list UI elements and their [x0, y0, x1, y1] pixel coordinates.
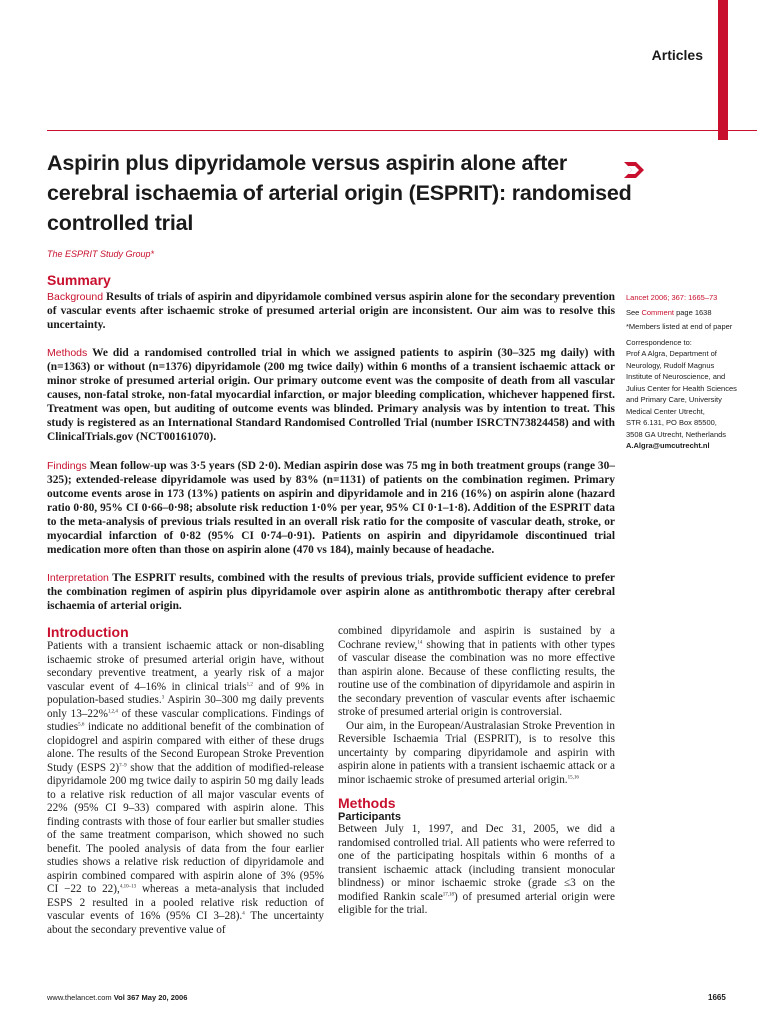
address-line: Neurology, Rudolf Magnus [626, 360, 715, 370]
comment-link[interactable]: Comment [641, 307, 674, 317]
volume: Vol 367 [113, 993, 140, 1002]
methods-label: Methods [47, 347, 88, 359]
article-title: Aspirin plus dipyridamole versus aspirin alone after cerebral ischaemia of arterial origin (ESPRIT): randomised controlled trial [47, 151, 632, 235]
introduction-heading: Introduction [47, 624, 129, 640]
background-text: Results of trials of aspirin and dipyridamole combined versus aspirin alone for the secondary prevention of vascular events after ischaemic stroke of presumed arterial origin are inconsistent. Our aim was to resolve this uncertainty. [47, 291, 615, 331]
address-line: 3508 GA Utrecht, Netherlands [626, 429, 727, 439]
members-note: *Members listed at end of paper [626, 322, 733, 331]
email-link[interactable]: A.Algra@umcutrecht.nl [626, 441, 710, 450]
citation: Lancet 2006; 367: 1665–73 [626, 293, 718, 302]
margin-notes [626, 292, 761, 452]
participants-subheading: Participants [338, 811, 401, 823]
abstract-findings [47, 459, 615, 557]
summary-heading: Summary [47, 272, 111, 288]
journal-website[interactable]: www.thelancet.com [47, 993, 112, 1002]
address-line: Julius Center for Health Sciences [626, 383, 737, 393]
interpretation-label: Interpretation [47, 572, 109, 584]
findings-text: Mean follow-up was 3·5 years (SD 2·0). Median aspirin dose was 75 mg in both treatment groups (range 30–325); extended-release dipyridamole was used by 83% (n=1131) of patients on the combination regimen. Primary outcome events arose in 173 (13%) patients on aspirin and dipyridamole and in 216 (16%) on aspirin alone (hazard ratio 0·80, 95% CI 0·66–0·98; absolute risk reduction 1·0% per year, 95% CI 0·1–1·8). Addition of the ESPRIT data to the meta-analysis of previous trials resulted in an overall risk ratio for the composite of vascular death, stroke, or myocardial infarction of 0·82 (95% CI 0·74–0·91). Patients on aspirin and dipyridamole discontinued trial medication more often than those on aspirin alone (470 vs 184), mainly because of headache. [47, 460, 615, 556]
address-line: and Primary Care, University [626, 395, 722, 404]
interpretation-text: The ESPRIT results, combined with the results of previous trials, provide sufficient evidence to prefer the combination regimen of aspirin plus dipyridamole over aspirin alone as antithrombotic therapy after cerebral ischaemia of arterial origin. [47, 572, 615, 612]
address-line: Medical Center Utrecht, [626, 406, 705, 416]
footer-info [47, 993, 187, 1002]
address-line: Prof A Algra, Department of [626, 349, 717, 358]
intro-paragraph-3: Our aim, in the European/Australasian Stroke Prevention in Reversible Ischaemia Trial (ESPRIT), is to resolve this uncertainty by comparing dipyridamole and aspirin with aspirin alone in patients with a transient ischaemic attack or a minor ischaemic stroke of presumed arterial origin.$^{15,16}$ [338, 719, 615, 786]
journal-color-bar [718, 0, 728, 140]
intro-paragraph-2: combined dipyridamole and aspirin is sustained by a Cochrane review,$^{14}$ showing that in patients with other types of vascular disease the combination was no more effective than aspirin alone. Because of these conflicting results, the routine use of the combination of dipyridamole and aspirin in the secondary prevention of vascular events after ischaemic stroke of presumed arterial origin is controversial. [338, 625, 616, 718]
methods-paragraph-1: Between July 1, 1997, and Dec 31, 2005, we did a randomised controlled trial. All patients who were referred to one of the participating hospitals within 6 months of a transient ischaemic attack (including transient monocular blindness) or minor ischaemic stroke (grade ≤3 on the modified Rankin scale$^{17,18}$) of presumed arterial origin were eligible for the trial. [338, 823, 615, 916]
section-label: Articles [651, 47, 703, 63]
methods-text: We did a randomised controlled trial in which we assigned patients to aspirin (30–325 mg daily) with (n=1363) or without (n=1376) dipyridamole (200 mg twice daily) within 6 months of a transient ischaemic attack or minor stroke of presumed arterial origin. Our primary outcome event was the composite of death from all vascular causes, non-fatal stroke, non-fatal myocardial infarction, or major bleeding complication, whichever happened first. Treatment was open, but auditing of outcome events was blinded. Primary analysis was by intention to treat. This study is registered as an International Standard Randomised Controlled Trial (number ISRCTN73824458) and with ClinicalTrials.gov (NCT00161070). [47, 347, 615, 443]
left-column [47, 624, 324, 937]
author-group: The ESPRIT Study Group* [47, 249, 155, 259]
background-label: Background [47, 291, 104, 303]
findings-label: Findings [47, 460, 87, 472]
methods-heading: Methods [338, 795, 396, 811]
correspondence-label: Correspondence to: [626, 337, 692, 347]
abstract-interpretation [47, 571, 615, 613]
see-comment: See Comment page 1638 [626, 307, 712, 317]
right-column [338, 625, 615, 918]
address-line: STR 6.131, PO Box 85500, [626, 418, 717, 427]
abstract-methods [47, 346, 615, 444]
abstract-background [47, 290, 615, 332]
issue-date: May 20, 2006 [141, 993, 188, 1002]
page-number: 1665 [708, 993, 726, 1002]
header-rule [47, 130, 757, 131]
intro-paragraph-1: Patients with a transient ischaemic attack or non-disabling ischaemic stroke of presumed arterial origin have, without secondary preventive treatment, a yearly risk of a major vascular event of 4–16% in clinical trials$^{1,2}$ and of 9% in population-based studies.$^3$ Aspirin 30–300 mg daily prevents only 13–22%$^{1,2,4}$ of these vascular complications. Findings of studies$^{5,6}$ indicate no additional benefit of the combination of clopidogrel and aspirin compared with either of these drugs alone. The results of the Second European Stroke Prevention Study (ESPS 2)$^{7-9}$ show that the addition of modified-release dipyridamole 200 mg twice daily to aspirin 50 mg daily leads to a relative risk reduction of all major vascular events of 22% (95% CI 9–33) compared with aspirin alone. This finding contrasts with those of four earlier but smaller studies of the same treatment comparison, which showed no such benefit. The pooled analysis of data from the four earlier studies shows a relative risk reduction of dipyridamole and aspirin combined compared with aspirin alone of 3% (95% CI −22 to 22),$^{4,10-13}$ whereas a meta-analysis that included ESPS 2 resulted in a pooled relative risk reduction of vascular events of 16% (95% CI 3–28).$^4$ The uncertainty about the secondary preventive value of [47, 640, 324, 936]
crossmark-arrow-icon[interactable] [622, 160, 646, 180]
address-line: Institute of Neuroscience, and [626, 372, 726, 381]
